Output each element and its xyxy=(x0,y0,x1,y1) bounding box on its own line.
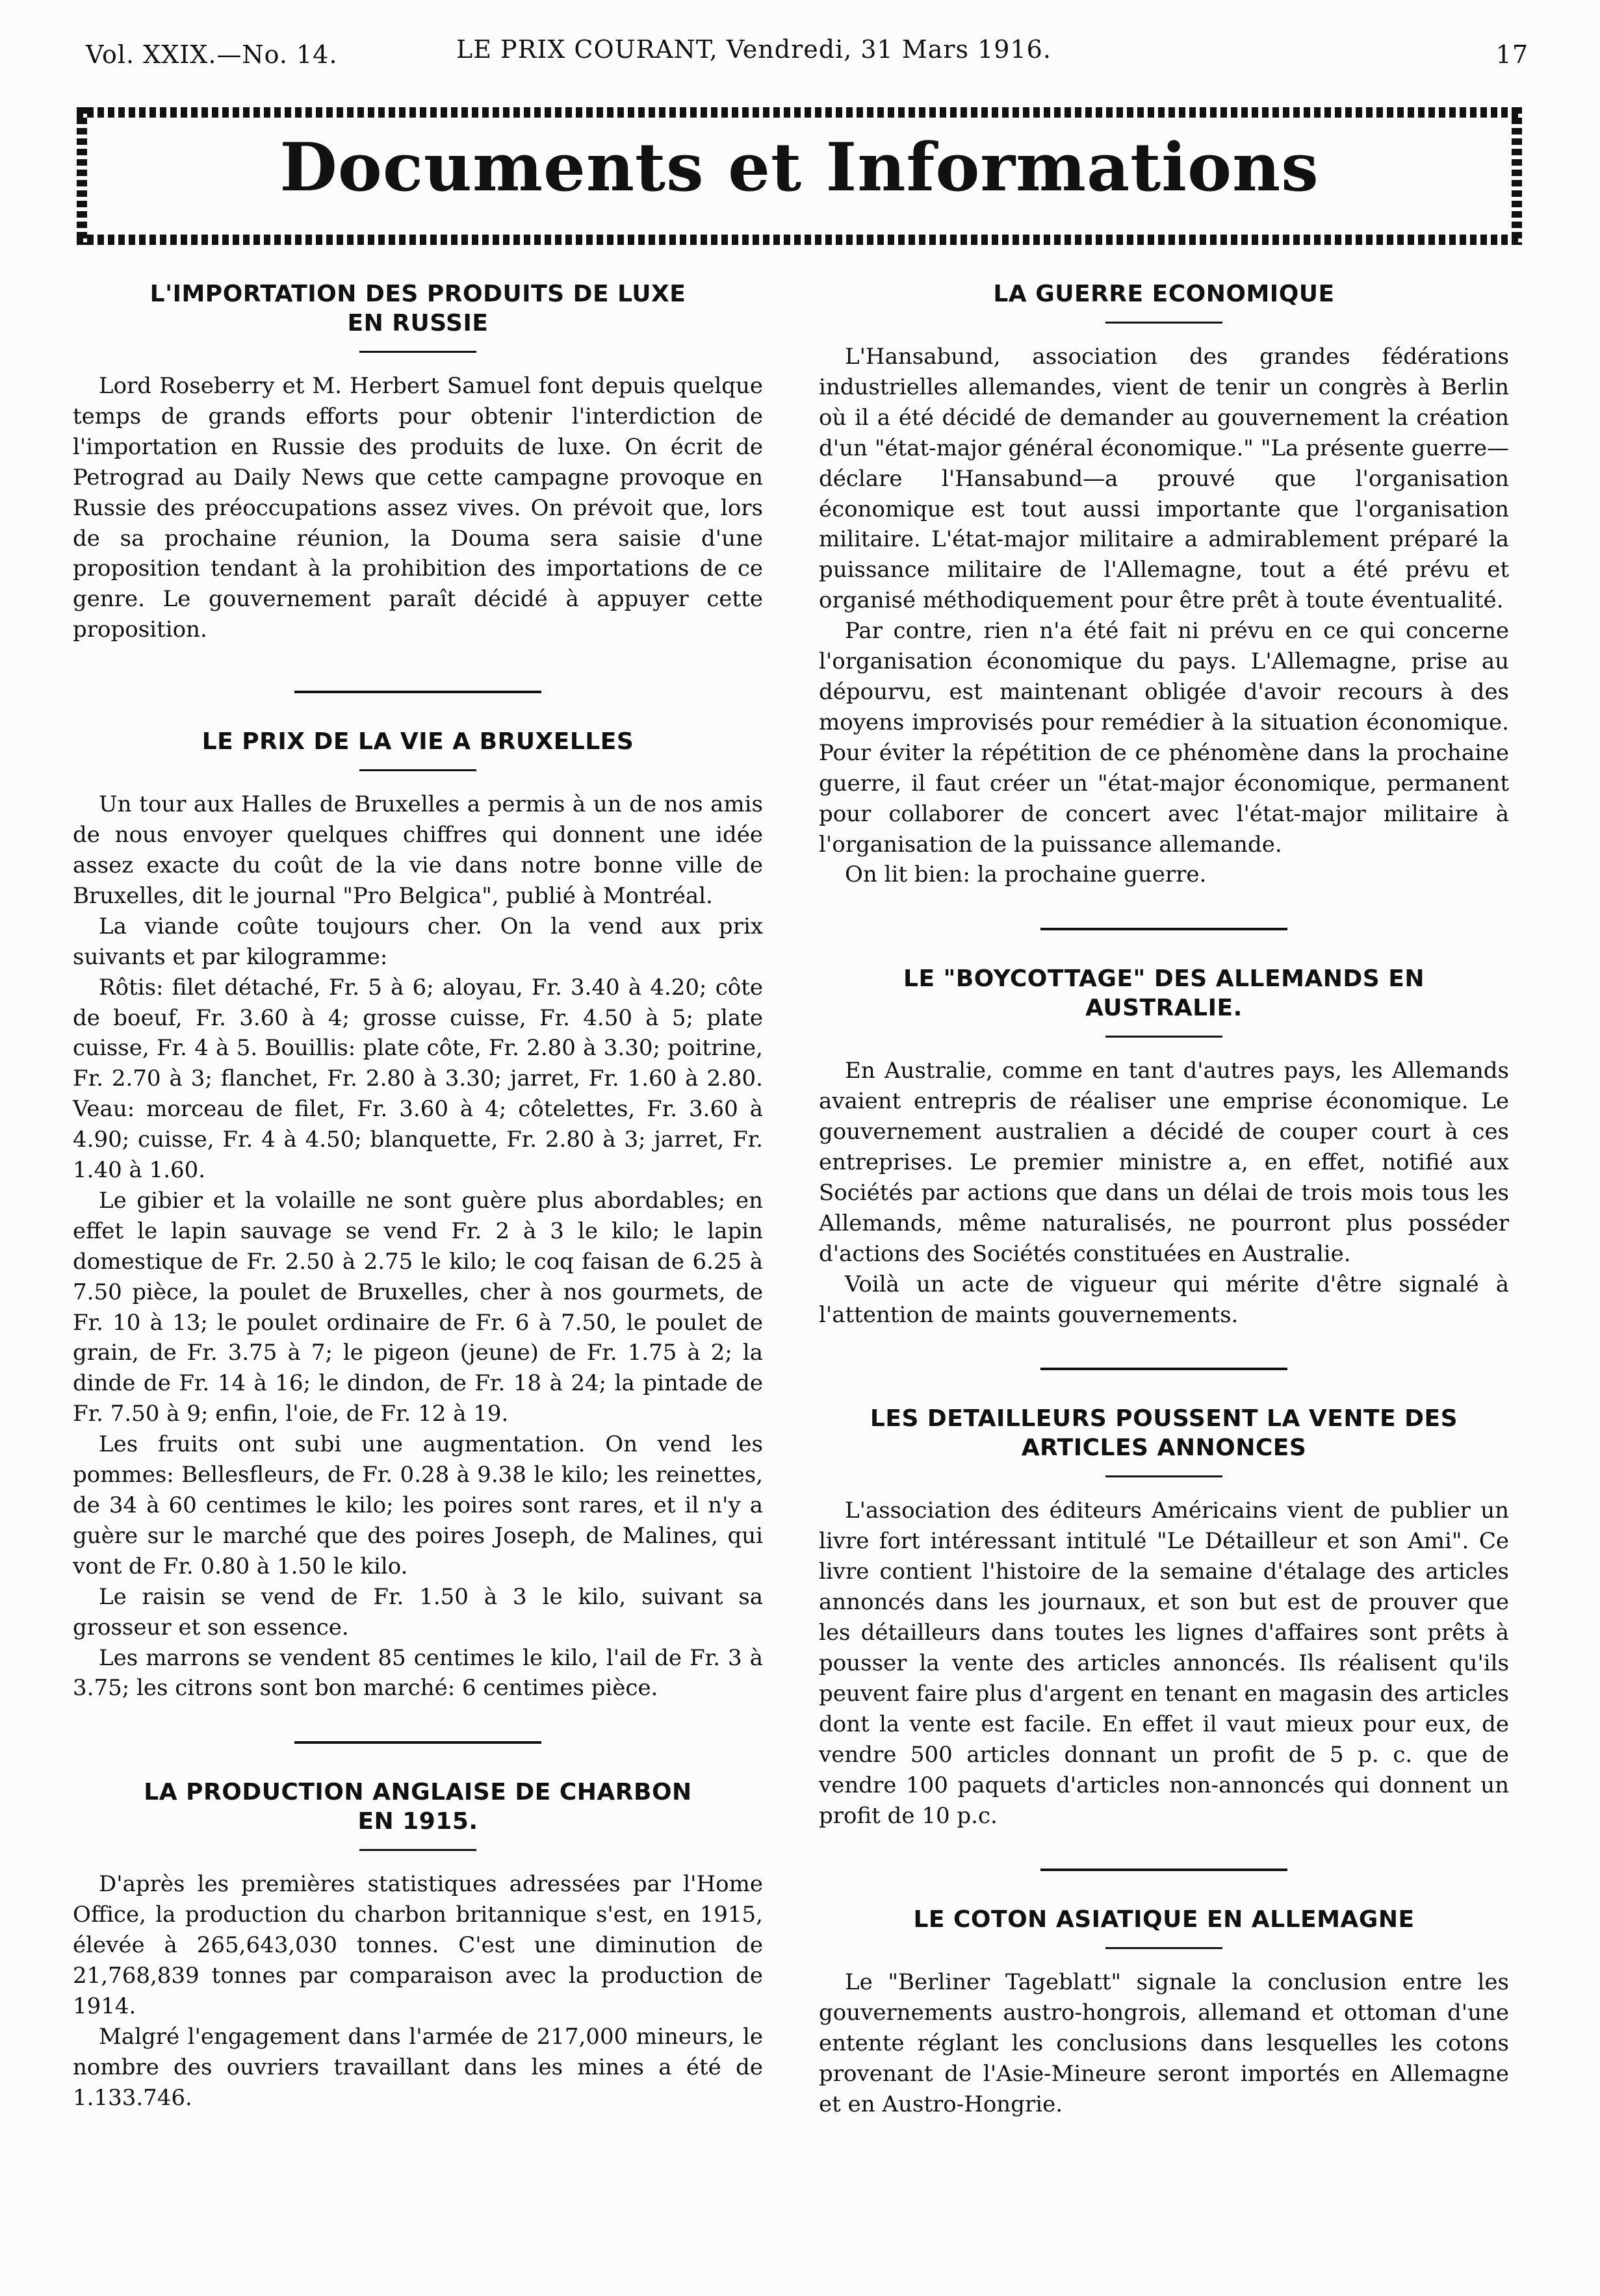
article-paragraph: Le raisin se vend de Fr. 1.50 à 3 le kilo, suivant sa grosseur et son essence. xyxy=(73,1583,763,1640)
section-detailleurs-vente xyxy=(819,1404,1509,1831)
section-title xyxy=(819,1905,1509,1934)
article-paragraph: Voilà un acte de vigueur qui mérite d'être signalé à l'attention de maints gouvernements. xyxy=(819,1271,1509,1328)
article-paragraph: Par contre, rien n'a été fait ni prévu en ce qui concerne l'organisation économique du pays. L'Allemagne, prise au dépourvu, est maintenant obligée d'avoir recours à des moyens improvisés pour remédier à la situation économique. Pour éviter la répétition de ce phénomène dans la prochaine guerre, il faut créer un "état-major économique, permanent pour collaborer de concert avec l'état-major militaire à l'organisation de la puissance allemande. xyxy=(819,618,1509,858)
section-title-line: LE "BOYCOTTAGE" DES ALLEMANDS EN xyxy=(903,965,1425,993)
section-coton-asiatique xyxy=(819,1905,1509,2120)
article-paragraph: L'association des éditeurs Américains vient de publier un livre fort intéressant intitulé "Le Détailleur et son Ami". Ce livre contient l'histoire de la semaine d'étalage des articles annoncés dans les journaux, et son but est de prouver que les détailleurs dans toutes les lignes d'affaires sont prêts à pousser la vente des articles annoncés. Ils réalisent qu'ils peuvent faire plus d'argent en tenant en magasin des articles dont la vente est facile. En effet il vaut mieux pour eux, de vendre 500 articles donnant un profit de 5 p. c. que de vendre 100 paquets d'articles non-annoncés qui donnent un profit de 10 p.c. xyxy=(819,1498,1509,1829)
section-boycottage-allemands xyxy=(819,964,1509,1330)
section-separator xyxy=(1040,928,1287,930)
spacer xyxy=(819,890,1509,928)
section-title-line: LE PRIX DE LA VIE A BRUXELLES xyxy=(201,728,634,756)
section-separator xyxy=(1040,1368,1287,1370)
section-title-line: L'IMPORTATION DES PRODUITS DE LUXE xyxy=(149,281,686,307)
section-separator xyxy=(294,691,541,693)
page-number: 17 xyxy=(1495,40,1529,69)
section-rule xyxy=(359,769,476,771)
article-paragraph: Les fruits ont subi une augmentation. On vend les pommes: Bellesfleurs, de Fr. 0.28 à 9.38 le kilo; les reinettes, de 34 à 60 centimes le kilo; les poires sont rares, et il n'y a guère sur le marché que des poires Joseph, de Malines, qui vont de Fr. 0.80 à 1.50 le kilo. xyxy=(73,1431,763,1579)
left-column xyxy=(73,279,763,2251)
section-title xyxy=(73,279,763,338)
section-rule xyxy=(359,351,476,353)
section-rule xyxy=(1105,1036,1222,1038)
section-title-line: LA PRODUCTION ANGLAISE DE CHARBON xyxy=(144,1779,692,1806)
section-title-line: LA GUERRE ECONOMIQUE xyxy=(993,281,1335,307)
section-title xyxy=(73,727,763,756)
section-guerre-economique xyxy=(819,279,1509,890)
article-paragraph: Le gibier et la volaille ne sont guère plus abordables; en effet le lapin sauvage se vend Fr. 2 à 3 le kilo; le lapin domestique de Fr. 2.50 à 2.75 le kilo; le coq faisan de 6.25 à 7.50 pièce, la poulet de Bruxelles, cher à nos gourmets, de Fr. 10 à 13; le poulet ordinaire de Fr. 6 à 7.50, le poulet de grain, de Fr. 3.75 à 7; le pigeon (jeune) de Fr. 1.75 à 2; la dinde de Fr. 14 à 16; le dindon, de Fr. 18 à 24; la pintade de Fr. 7.50 à 9; enfin, l'oie, de Fr. 12 à 19. xyxy=(73,1187,763,1427)
section-title xyxy=(819,964,1509,1023)
spacer xyxy=(73,1703,763,1741)
section-prix-vie-bruxelles xyxy=(73,727,763,1703)
article-paragraph: Malgré l'engagement dans l'armée de 217,000 mineurs, le nombre des ouvriers travaillant dans les mines a été de 1.133.746. xyxy=(73,2023,763,2111)
banner-title: Documents et Informations xyxy=(279,129,1319,207)
article-paragraph: D'après les premières statistiques adressées par l'Home Office, la production du charbon britannique s'est, en 1915, élevée à 265,643,030 tonnes. C'est une diminution de 21,768,839 tonnes par comparaison avec la production de 1914. xyxy=(73,1871,763,2019)
spacer xyxy=(819,1330,1509,1368)
right-column xyxy=(819,279,1509,2251)
article-paragraph: On lit bien: la prochaine guerre. xyxy=(845,861,1207,888)
article-paragraph: En Australie, comme en tant d'autres pays, les Allemands avaient entrepris de réaliser une emprise économique. Le gouvernement australien a décidé de couper court à ces entreprises. Le premier ministre a, en effet, notifié aux Sociétés par actions que dans un délai de trois mois tous les Allemands, même naturalisés, ne pourront plus posséder d'actions des Sociétés constituées en Australie. xyxy=(819,1058,1509,1267)
section-title-line: LE COTON ASIATIQUE EN ALLEMAGNE xyxy=(913,1906,1415,1933)
article-paragraph: Lord Roseberry et M. Herbert Samuel font depuis quelque temps de grands efforts pour obtenir l'interdiction de l'importation en Russie des produits de luxe. On écrit de Petrograd au Daily News que cette campagne provoque en Russie des préoccupations assez vives. On prévoit que, lors de sa prochaine réunion, la Douma sera saisie d'une proposition tendant à la prohibition des importations de ce genre. Le gouvernement paraît décidé à appuyer cette proposition. xyxy=(73,373,763,643)
spacer xyxy=(819,1831,1509,1869)
section-importation-produits-luxe xyxy=(73,279,763,645)
spacer xyxy=(73,645,763,691)
section-title xyxy=(819,1404,1509,1462)
section-title-line: AUSTRALIE. xyxy=(1085,995,1243,1022)
section-title-line: EN RUSSIE xyxy=(347,310,489,337)
section-rule xyxy=(1105,1475,1222,1477)
article-paragraph: Le "Berliner Tageblatt" signale la conclusion entre les gouvernements austro-hongrois, allemand et ottoman d'une entente réglant les conclusions dans lesquelles les cotons provenant de l'Asie-Mineure seront importés en Allemagne et en Austro-Hongrie. xyxy=(819,1969,1509,2118)
banner-border-bottom xyxy=(77,235,1522,245)
article-paragraph: Les marrons se vendent 85 centimes le kilo, l'ail de Fr. 3 à 3.75; les citrons sont bon marché: 6 centimes pièce. xyxy=(73,1644,763,1702)
section-rule xyxy=(359,1849,476,1851)
section-title-line: ARTICLES ANNONCES xyxy=(1021,1435,1307,1462)
section-separator xyxy=(294,1741,541,1744)
section-title xyxy=(819,279,1509,309)
section-title-line: LES DETAILLEURS POUSSENT LA VENTE DES xyxy=(870,1405,1458,1433)
article-paragraph: La viande coûte toujours cher. On la vend aux prix suivants et par kilogramme: xyxy=(73,913,763,970)
article-paragraph: L'Hansabund, association des grandes fédérations industrielles allemandes, vient de tenir un congrès à Berlin où il a été décidé de demander au gouvernement la création d'un "état-major général économique." "La présente guerre—déclare l'Hansabund—a prouvé que l'organisation économique est tout aussi importante que l'organisation militaire. L'état-major militaire a admirablement préparé la puissance militaire de l'Allemagne, tout a été prévu et organisé méthodiquement pour être prêt à toute éventualité. xyxy=(819,344,1509,614)
article-paragraph: Rôtis: filet détaché, Fr. 5 à 6; aloyau, Fr. 3.40 à 4.20; côte de boeuf, Fr. 3.60 à 4; grosse cuisse, Fr. 4.50 à 5; plate cuisse, Fr. 4 à 5. Bouillis: plate côte, Fr. 2.80 à 3.30; poitrine, Fr. 2.70 à 3; flanchet, Fr. 2.80 à 3.30; jarret, Fr. 1.60 à 2.80. Veau: morceau de filet, Fr. 3.60 à 4; côtelettes, Fr. 3.60 à 4.90; cuisse, Fr. 4 à 4.50; blanquette, Fr. 2.80 à 3; jarret, Fr. 1.40 à 1.60. xyxy=(73,974,763,1184)
section-rule xyxy=(1105,1947,1222,1949)
title-banner xyxy=(77,107,1522,245)
section-rule xyxy=(1105,322,1222,324)
article-paragraph: Un tour aux Halles de Bruxelles a permis à un de nos amis de nous envoyer quelques chiffres qui donnent une idée assez exacte du coût de la vie dans notre bonne ville de Bruxelles, dit le journal "Pro Belgica", publié à Montréal. xyxy=(73,791,763,909)
banner-border-top xyxy=(77,107,1522,118)
section-separator xyxy=(1040,1869,1287,1871)
publication-line: LE PRIX COURANT, Vendredi, 31 Mars 1916. xyxy=(456,35,1052,64)
section-title-line: EN 1915. xyxy=(357,1808,478,1835)
section-production-charbon xyxy=(73,1778,763,2113)
section-title xyxy=(73,1778,763,1836)
volume-label: Vol. XXIX.—No. 14. xyxy=(86,40,338,69)
page-header xyxy=(86,35,1529,74)
